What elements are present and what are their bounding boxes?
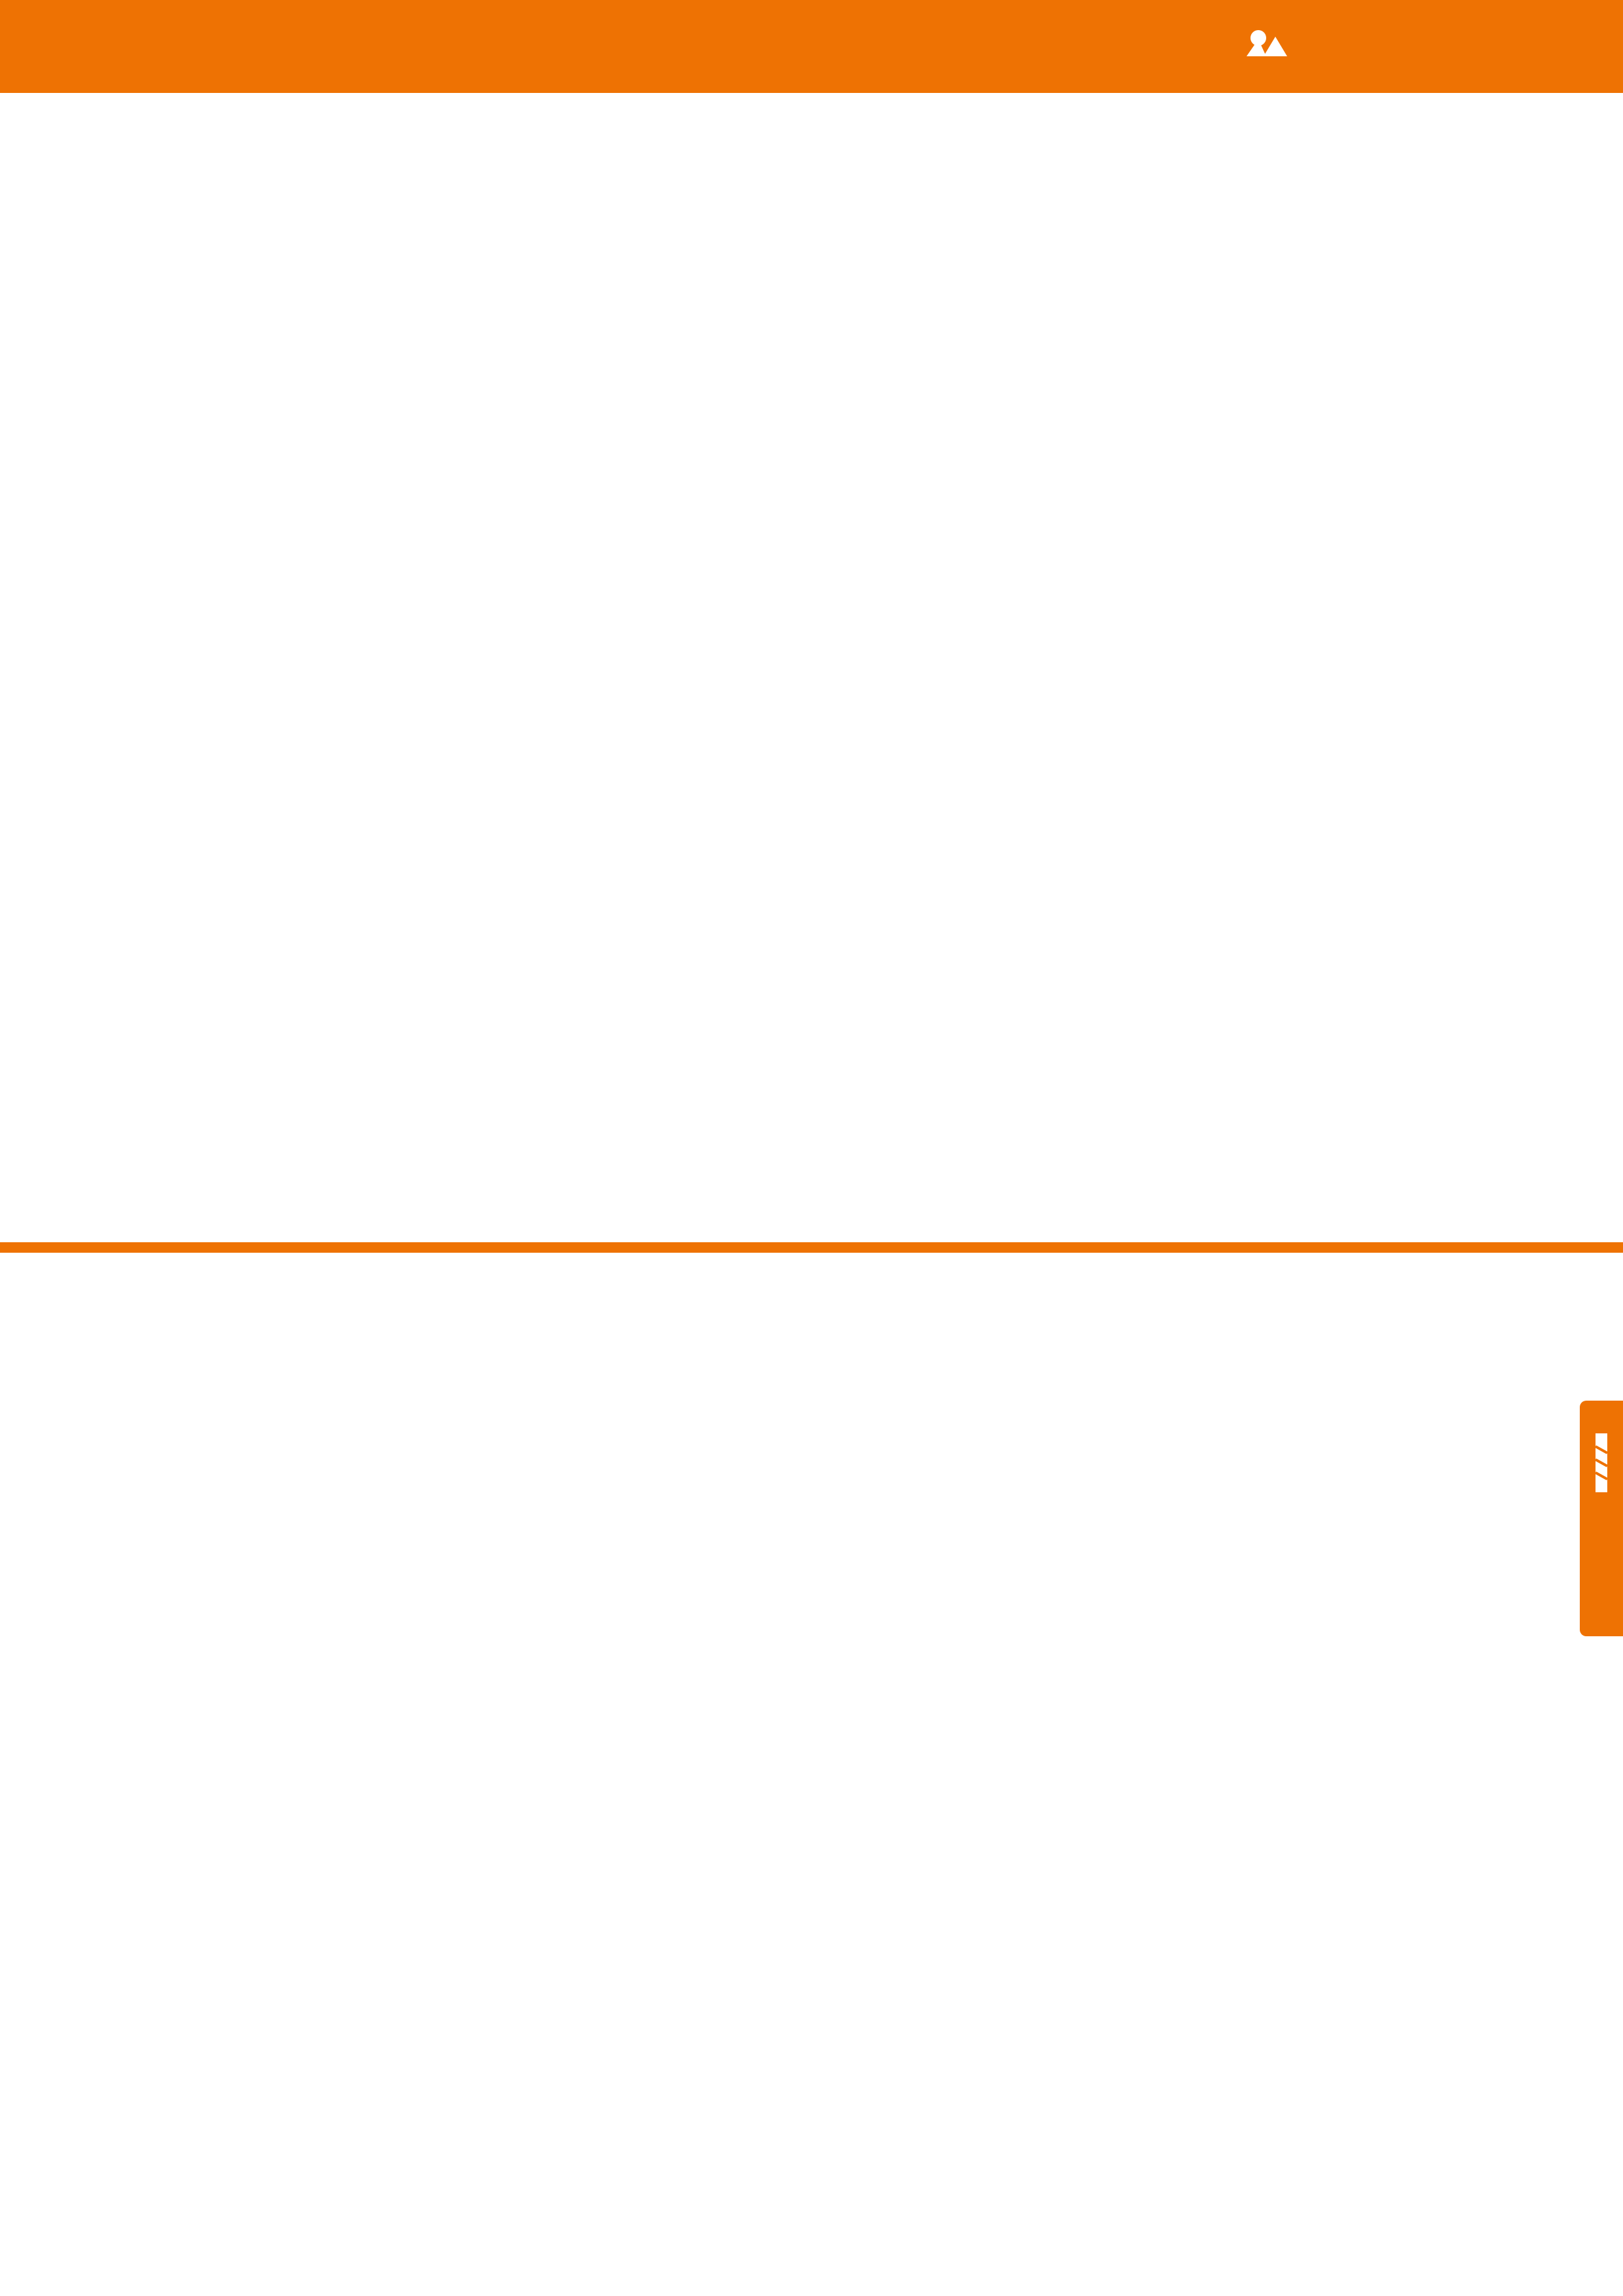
section-separator [0,1242,1623,1253]
drill-icon [1593,1433,1610,1492]
hoffmann-logo-icon [1244,27,1291,59]
header-bar [0,0,1623,93]
